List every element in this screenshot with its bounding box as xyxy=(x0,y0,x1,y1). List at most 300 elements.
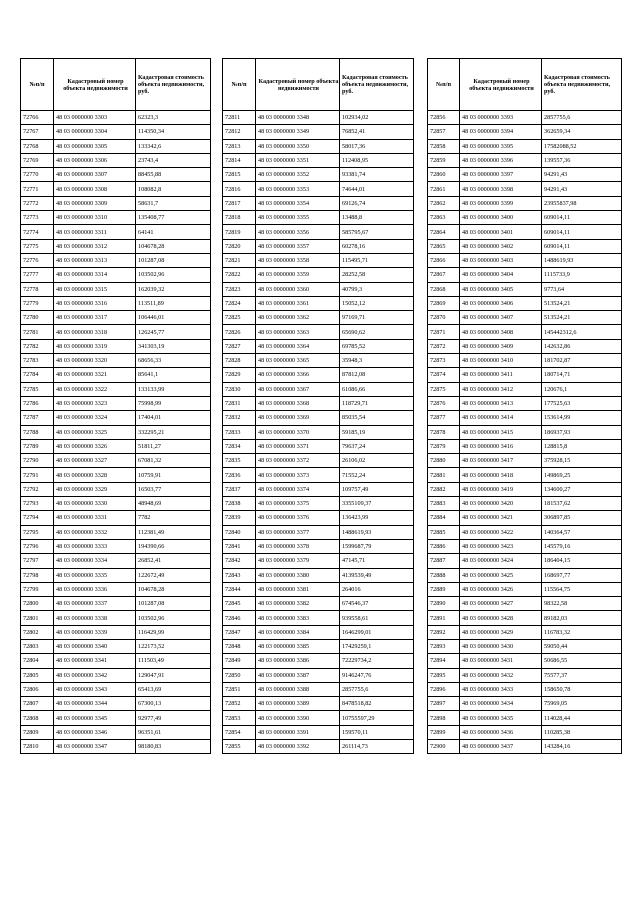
cadastral-value: 162039,32 xyxy=(136,282,211,296)
cadastral-number: 48 03 0000000 3332 xyxy=(54,525,136,539)
table-row xyxy=(21,582,211,596)
cadastral-number: 48 03 0000000 3378 xyxy=(256,539,340,553)
row-num: 72795 xyxy=(21,525,54,539)
table-row xyxy=(21,511,211,525)
cadastral-value: 103502,96 xyxy=(136,268,211,282)
cadastral-value: 129047,91 xyxy=(136,668,211,682)
row-num: 72882 xyxy=(428,482,460,496)
cadastral-number: 48 03 0000000 3329 xyxy=(54,482,136,496)
table-row xyxy=(428,740,622,754)
table-row xyxy=(428,582,622,596)
cadastral-value: 17404,01 xyxy=(136,411,211,425)
row-num: 72808 xyxy=(21,711,54,725)
cadastral-number: 48 03 0000000 3432 xyxy=(460,668,542,682)
cadastral-number: 48 03 0000000 3341 xyxy=(54,654,136,668)
cadastral-number: 48 03 0000000 3388 xyxy=(256,682,340,696)
table-row xyxy=(223,468,414,482)
cadastral-value: 126245,77 xyxy=(136,325,211,339)
row-num: 72888 xyxy=(428,568,460,582)
cadastral-value: 98180,83 xyxy=(136,740,211,754)
cadastral-number: 48 03 0000000 3358 xyxy=(256,253,340,267)
cadastral-value: 79637,24 xyxy=(340,439,414,453)
row-num: 72854 xyxy=(223,725,256,739)
cadastral-value: 139557,36 xyxy=(542,153,622,167)
table-row xyxy=(223,497,414,511)
table-row xyxy=(21,497,211,511)
cadastral-number: 48 03 0000000 3366 xyxy=(256,368,340,382)
cadastral-value: 142632,86 xyxy=(542,339,622,353)
table-row xyxy=(223,482,414,496)
row-num: 72775 xyxy=(21,239,54,253)
cadastral-value: 1488619,93 xyxy=(340,525,414,539)
table-row xyxy=(223,139,414,153)
cadastral-number: 48 03 0000000 3408 xyxy=(460,325,542,339)
row-num: 72869 xyxy=(428,296,460,310)
row-num: 72880 xyxy=(428,454,460,468)
cadastral-number: 48 03 0000000 3380 xyxy=(256,568,340,582)
cadastral-number: 48 03 0000000 3328 xyxy=(54,468,136,482)
table-row xyxy=(428,668,622,682)
row-num: 72846 xyxy=(223,611,256,625)
cadastral-number: 48 03 0000000 3393 xyxy=(460,111,542,125)
cadastral-number: 48 03 0000000 3389 xyxy=(256,697,340,711)
table-row xyxy=(428,253,622,267)
row-num: 72893 xyxy=(428,639,460,653)
row-num: 72873 xyxy=(428,354,460,368)
row-num: 72806 xyxy=(21,682,54,696)
row-num: 72855 xyxy=(223,740,256,754)
table-row xyxy=(223,597,414,611)
table-row xyxy=(223,525,414,539)
cadastral-number: 48 03 0000000 3376 xyxy=(256,511,340,525)
table-row xyxy=(428,554,622,568)
cadastral-value: 112408,95 xyxy=(340,153,414,167)
header-cadastral-number: Кадастровый номер объекта недвижимости xyxy=(460,59,542,111)
row-num: 72864 xyxy=(428,225,460,239)
table-row xyxy=(223,125,414,139)
cadastral-number: 48 03 0000000 3409 xyxy=(460,339,542,353)
cadastral-value: 194390,66 xyxy=(136,539,211,553)
cadastral-value: 1115733,9 xyxy=(542,268,622,282)
row-num: 72780 xyxy=(21,311,54,325)
row-num: 72776 xyxy=(21,253,54,267)
cadastral-value: 1488619,93 xyxy=(542,253,622,267)
row-num: 72886 xyxy=(428,539,460,553)
table-row xyxy=(21,139,211,153)
cadastral-value: 122672,49 xyxy=(136,568,211,582)
table-row xyxy=(21,225,211,239)
cadastral-value: 145442312,6 xyxy=(542,325,622,339)
row-num: 72832 xyxy=(223,411,256,425)
row-num: 72768 xyxy=(21,139,54,153)
cadastral-value: 28252,58 xyxy=(340,268,414,282)
table-row xyxy=(223,111,414,125)
cadastral-value: 609014,11 xyxy=(542,239,622,253)
table-row xyxy=(223,668,414,682)
row-num: 72867 xyxy=(428,268,460,282)
cadastral-number: 48 03 0000000 3352 xyxy=(256,168,340,182)
cadastral-value: 96351,61 xyxy=(136,725,211,739)
cadastral-number: 48 03 0000000 3394 xyxy=(460,125,542,139)
table-row xyxy=(21,239,211,253)
cadastral-value: 104678,28 xyxy=(136,239,211,253)
table-row xyxy=(223,725,414,739)
cadastral-number: 48 03 0000000 3372 xyxy=(256,454,340,468)
cadastral-number: 48 03 0000000 3324 xyxy=(54,411,136,425)
table-row xyxy=(428,639,622,653)
table-header-row xyxy=(21,59,211,111)
cadastral-value: 609014,11 xyxy=(542,211,622,225)
table-row xyxy=(223,325,414,339)
table-row xyxy=(223,697,414,711)
table-row xyxy=(428,439,622,453)
table-row xyxy=(428,482,622,496)
cadastral-value: 98322,58 xyxy=(542,597,622,611)
table-row xyxy=(428,611,622,625)
cadastral-number: 48 03 0000000 3434 xyxy=(460,697,542,711)
row-num: 72861 xyxy=(428,182,460,196)
row-num: 72829 xyxy=(223,368,256,382)
row-num: 72839 xyxy=(223,511,256,525)
table-row xyxy=(21,182,211,196)
row-num: 72858 xyxy=(428,139,460,153)
table-row xyxy=(21,625,211,639)
cadastral-number: 48 03 0000000 3424 xyxy=(460,554,542,568)
cadastral-number: 48 03 0000000 3426 xyxy=(460,582,542,596)
cadastral-number: 48 03 0000000 3387 xyxy=(256,668,340,682)
table-row xyxy=(21,168,211,182)
header-cadastral-value: Кадастровая стоимость объекта недвижимости, руб. xyxy=(136,59,211,111)
cadastral-number: 48 03 0000000 3364 xyxy=(256,339,340,353)
cadastral-number: 48 03 0000000 3309 xyxy=(54,196,136,210)
cadastral-number: 48 03 0000000 3375 xyxy=(256,497,340,511)
row-num: 72862 xyxy=(428,196,460,210)
row-num: 72791 xyxy=(21,468,54,482)
cadastral-value: 261114,73 xyxy=(340,740,414,754)
cadastral-value: 10755597,29 xyxy=(340,711,414,725)
cadastral-number: 48 03 0000000 3423 xyxy=(460,539,542,553)
row-num: 72892 xyxy=(428,625,460,639)
table-row xyxy=(428,454,622,468)
cadastral-value: 67300,13 xyxy=(136,697,211,711)
cadastral-number: 48 03 0000000 3325 xyxy=(54,425,136,439)
row-num: 72899 xyxy=(428,725,460,739)
cadastral-value: 306897,85 xyxy=(542,511,622,525)
table-row xyxy=(21,554,211,568)
cadastral-number: 48 03 0000000 3338 xyxy=(54,611,136,625)
table-row xyxy=(21,711,211,725)
cadastral-value: 115564,75 xyxy=(542,582,622,596)
table-row xyxy=(21,311,211,325)
cadastral-number: 48 03 0000000 3320 xyxy=(54,354,136,368)
cadastral-number: 48 03 0000000 3391 xyxy=(256,725,340,739)
cadastral-number: 48 03 0000000 3330 xyxy=(54,497,136,511)
cadastral-number: 48 03 0000000 3428 xyxy=(460,611,542,625)
cadastral-value: 17429259,1 xyxy=(340,639,414,653)
cadastral-number: 48 03 0000000 3405 xyxy=(460,282,542,296)
table-header-row xyxy=(223,59,414,111)
row-num: 72871 xyxy=(428,325,460,339)
row-num: 72851 xyxy=(223,682,256,696)
cadastral-number: 48 03 0000000 3363 xyxy=(256,325,340,339)
cadastral-value: 120676,1 xyxy=(542,382,622,396)
cadastral-value: 48948,69 xyxy=(136,497,211,511)
cadastral-value: 168697,77 xyxy=(542,568,622,582)
cadastral-number: 48 03 0000000 3349 xyxy=(256,125,340,139)
cadastral-value: 8478518,82 xyxy=(340,697,414,711)
cadastral-number: 48 03 0000000 3353 xyxy=(256,182,340,196)
row-num: 72774 xyxy=(21,225,54,239)
table-row xyxy=(21,382,211,396)
cadastral-number: 48 03 0000000 3333 xyxy=(54,539,136,553)
table-row xyxy=(428,182,622,196)
table-row xyxy=(223,625,414,639)
table-row xyxy=(428,239,622,253)
row-num: 72820 xyxy=(223,239,256,253)
cadastral-number: 48 03 0000000 3312 xyxy=(54,239,136,253)
cadastral-value: 74644,01 xyxy=(340,182,414,196)
cadastral-value: 135408,77 xyxy=(136,211,211,225)
cadastral-number: 48 03 0000000 3360 xyxy=(256,282,340,296)
table-row xyxy=(21,468,211,482)
table-row xyxy=(223,225,414,239)
row-num: 72769 xyxy=(21,153,54,167)
cadastral-number: 48 03 0000000 3343 xyxy=(54,682,136,696)
row-num: 72895 xyxy=(428,668,460,682)
table-row xyxy=(223,239,414,253)
table-row xyxy=(428,339,622,353)
row-num: 72837 xyxy=(223,482,256,496)
table-row xyxy=(21,282,211,296)
table-row xyxy=(223,511,414,525)
cadastral-value: 143284,16 xyxy=(542,740,622,754)
row-num: 72900 xyxy=(428,740,460,754)
row-num: 72857 xyxy=(428,125,460,139)
row-num: 72898 xyxy=(428,711,460,725)
cadastral-value: 69785,52 xyxy=(340,339,414,353)
cadastral-value: 40799,3 xyxy=(340,282,414,296)
table-row xyxy=(428,354,622,368)
table-header-row xyxy=(428,59,622,111)
cadastral-value: 939558,61 xyxy=(340,611,414,625)
row-num: 72778 xyxy=(21,282,54,296)
cadastral-number: 48 03 0000000 3365 xyxy=(256,354,340,368)
cadastral-value: 26106,02 xyxy=(340,454,414,468)
cadastral-value: 23743,4 xyxy=(136,153,211,167)
cadastral-value: 10759,91 xyxy=(136,468,211,482)
cadastral-number: 48 03 0000000 3336 xyxy=(54,582,136,596)
table-row xyxy=(428,139,622,153)
row-num: 72889 xyxy=(428,582,460,596)
cadastral-value: 609014,11 xyxy=(542,225,622,239)
cadastral-number: 48 03 0000000 3348 xyxy=(256,111,340,125)
table-row xyxy=(21,253,211,267)
table-row xyxy=(428,196,622,210)
cadastral-value: 140364,57 xyxy=(542,525,622,539)
table-row xyxy=(428,654,622,668)
table-row xyxy=(21,111,211,125)
cadastral-number: 48 03 0000000 3425 xyxy=(460,568,542,582)
cadastral-number: 48 03 0000000 3362 xyxy=(256,311,340,325)
row-num: 72797 xyxy=(21,554,54,568)
cadastral-number: 48 03 0000000 3384 xyxy=(256,625,340,639)
row-num: 72859 xyxy=(428,153,460,167)
table-row xyxy=(428,525,622,539)
cadastral-value: 109757,49 xyxy=(340,482,414,496)
table-row xyxy=(428,382,622,396)
table-row xyxy=(223,396,414,410)
cadastral-number: 48 03 0000000 3430 xyxy=(460,639,542,653)
table-row xyxy=(223,539,414,553)
row-num: 72821 xyxy=(223,253,256,267)
cadastral-number: 48 03 0000000 3361 xyxy=(256,296,340,310)
cadastral-value: 153614,99 xyxy=(542,411,622,425)
cadastral-number: 48 03 0000000 3383 xyxy=(256,611,340,625)
cadastral-value: 112381,49 xyxy=(136,525,211,539)
cadastral-number: 48 03 0000000 3331 xyxy=(54,511,136,525)
row-num: 72897 xyxy=(428,697,460,711)
cadastral-value: 9773,64 xyxy=(542,282,622,296)
cadastral-number: 48 03 0000000 3404 xyxy=(460,268,542,282)
cadastral-number: 48 03 0000000 3368 xyxy=(256,396,340,410)
cadastral-number: 48 03 0000000 3373 xyxy=(256,468,340,482)
row-num: 72840 xyxy=(223,525,256,539)
cadastral-value: 69126,74 xyxy=(340,196,414,210)
row-num: 72773 xyxy=(21,211,54,225)
cadastral-table-1 xyxy=(20,58,211,754)
cadastral-number: 48 03 0000000 3398 xyxy=(460,182,542,196)
row-num: 72782 xyxy=(21,339,54,353)
row-num: 72784 xyxy=(21,368,54,382)
cadastral-value: 134600,27 xyxy=(542,482,622,496)
cadastral-number: 48 03 0000000 3379 xyxy=(256,554,340,568)
table-row xyxy=(21,539,211,553)
row-num: 72801 xyxy=(21,611,54,625)
cadastral-value: 23955837,98 xyxy=(542,196,622,210)
cadastral-value: 133133,99 xyxy=(136,382,211,396)
cadastral-value: 61086,66 xyxy=(340,382,414,396)
row-num: 72805 xyxy=(21,668,54,682)
row-num: 72798 xyxy=(21,568,54,582)
table-row xyxy=(428,425,622,439)
row-num: 72876 xyxy=(428,396,460,410)
cadastral-value: 85641,1 xyxy=(136,368,211,382)
table-row xyxy=(428,597,622,611)
table-row xyxy=(21,682,211,696)
cadastral-number: 48 03 0000000 3407 xyxy=(460,311,542,325)
cadastral-number: 48 03 0000000 3433 xyxy=(460,682,542,696)
row-num: 72771 xyxy=(21,182,54,196)
row-num: 72887 xyxy=(428,554,460,568)
cadastral-number: 48 03 0000000 3314 xyxy=(54,268,136,282)
table-row xyxy=(428,625,622,639)
row-num: 72777 xyxy=(21,268,54,282)
cadastral-value: 585795,67 xyxy=(340,225,414,239)
row-num: 72817 xyxy=(223,196,256,210)
row-num: 72881 xyxy=(428,468,460,482)
row-num: 72874 xyxy=(428,368,460,382)
cadastral-value: 75998,99 xyxy=(136,396,211,410)
row-num: 72896 xyxy=(428,682,460,696)
cadastral-value: 1599687,79 xyxy=(340,539,414,553)
table-row xyxy=(21,654,211,668)
row-num: 72822 xyxy=(223,268,256,282)
cadastral-value: 111503,49 xyxy=(136,654,211,668)
cadastral-value: 108082,8 xyxy=(136,182,211,196)
cadastral-value: 85035,54 xyxy=(340,411,414,425)
row-num: 72766 xyxy=(21,111,54,125)
row-num: 72853 xyxy=(223,711,256,725)
cadastral-number: 48 03 0000000 3396 xyxy=(460,153,542,167)
cadastral-number: 48 03 0000000 3397 xyxy=(460,168,542,182)
row-num: 72792 xyxy=(21,482,54,496)
row-num: 72823 xyxy=(223,282,256,296)
cadastral-value: 9146247,76 xyxy=(340,668,414,682)
row-num: 72845 xyxy=(223,597,256,611)
cadastral-value: 51811,27 xyxy=(136,439,211,453)
row-num: 72878 xyxy=(428,425,460,439)
table-row xyxy=(223,582,414,596)
cadastral-value: 181702,87 xyxy=(542,354,622,368)
cadastral-number: 48 03 0000000 3385 xyxy=(256,639,340,653)
row-num: 72838 xyxy=(223,497,256,511)
table-row xyxy=(223,639,414,653)
table-row xyxy=(428,411,622,425)
cadastral-number: 48 03 0000000 3402 xyxy=(460,239,542,253)
table-row xyxy=(428,396,622,410)
header-num: №п/п xyxy=(21,59,54,111)
cadastral-number: 48 03 0000000 3406 xyxy=(460,296,542,310)
cadastral-value: 103502,96 xyxy=(136,611,211,625)
cadastral-value: 116429,99 xyxy=(136,625,211,639)
cadastral-number: 48 03 0000000 3386 xyxy=(256,654,340,668)
table-row xyxy=(223,253,414,267)
cadastral-number: 48 03 0000000 3415 xyxy=(460,425,542,439)
table-row xyxy=(428,168,622,182)
row-num: 72850 xyxy=(223,668,256,682)
cadastral-number: 48 03 0000000 3315 xyxy=(54,282,136,296)
row-num: 72804 xyxy=(21,654,54,668)
cadastral-value: 64141 xyxy=(136,225,211,239)
table-row xyxy=(223,654,414,668)
table-row xyxy=(428,511,622,525)
cadastral-number: 48 03 0000000 3337 xyxy=(54,597,136,611)
cadastral-number: 48 03 0000000 3313 xyxy=(54,253,136,267)
cadastral-number: 48 03 0000000 3403 xyxy=(460,253,542,267)
table-row xyxy=(428,682,622,696)
cadastral-number: 48 03 0000000 3344 xyxy=(54,697,136,711)
row-num: 72779 xyxy=(21,296,54,310)
cadastral-number: 48 03 0000000 3427 xyxy=(460,597,542,611)
table-row xyxy=(223,711,414,725)
row-num: 72824 xyxy=(223,296,256,310)
row-num: 72875 xyxy=(428,382,460,396)
cadastral-number: 48 03 0000000 3308 xyxy=(54,182,136,196)
row-num: 72866 xyxy=(428,253,460,267)
table-row xyxy=(428,497,622,511)
row-num: 72785 xyxy=(21,382,54,396)
row-num: 72843 xyxy=(223,568,256,582)
row-num: 72814 xyxy=(223,153,256,167)
table-row xyxy=(428,725,622,739)
cadastral-number: 48 03 0000000 3417 xyxy=(460,454,542,468)
cadastral-number: 48 03 0000000 3304 xyxy=(54,125,136,139)
cadastral-number: 48 03 0000000 3413 xyxy=(460,396,542,410)
row-num: 72813 xyxy=(223,139,256,153)
table-row xyxy=(21,740,211,754)
cadastral-value: 101287,08 xyxy=(136,253,211,267)
table-row xyxy=(428,153,622,167)
